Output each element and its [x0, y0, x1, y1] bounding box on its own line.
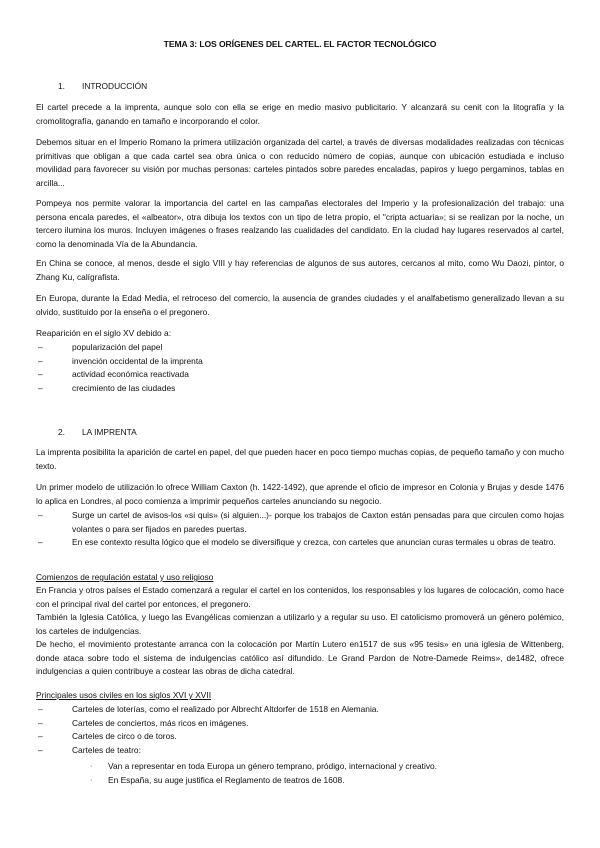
paragraph: El cartel precede a la imprenta, aunque solo con ella se erige en medio masivo publicitario. Y alcanzará su cenit con la litografía y la cromolitografía, ganando en tamaño e incorporando el color.	[36, 102, 564, 126]
paragraph: Un primer modelo de utilización lo ofrece William Caxton (h. 1422-1492), que aprende el oficio de impresor en Colonia y Brujas y desde 1476 lo aplica en Londres, al poco comienza a imprimir pequeños carteles anunciando su negocio.	[36, 482, 564, 506]
page-title: TEMA 3: LOS ORÍGENES DEL CARTEL. EL FACTOR TECNOLÓGICO	[163, 39, 437, 49]
paragraph: También la Iglesia Católica, y luego las Evangélicas comienzan a utilizarlo y a regular su uso. El catolicismo promoverá un género polémico, los carteles de indulgencias.	[36, 612, 564, 636]
dash-bullet-icon: –	[38, 731, 43, 742]
section-number: 2.	[58, 427, 65, 437]
section-title: INTRODUCCIÓN	[82, 81, 148, 91]
dash-bullet-icon: –	[38, 704, 43, 714]
dot-bullet-icon: ·	[90, 776, 93, 784]
list-item: – crecimiento de las ciudades	[36, 382, 564, 396]
section-heading-introduccion	[58, 80, 147, 94]
paragraph: De hecho, el movimiento protestante arranca con la colocación por Martín Lutero en1517 de sus «95 tesis» en una iglesia de Wittenberg, donde ataca sobre todo el sistema de indulgencias católico así difundido. Le Grand Pardon de Notre-Damede Reims», de1482, ofrece indulgencias a quien contribuye a costear las obras de dicha catedral.	[36, 639, 564, 677]
paragraph: Pompeya nos permite valorar la importancia del cartel en las campañas electorales del Imperio y la profesionalización del trabajo: una persona encala paredes, el «albeator», otra dibuja los textos con un tipo de letra propio, el "cripta actuaria»; si se realizan por la noche, un tercero ilumina los muros. Incluyen imágenes o frases realzando las cualidades del candidato. En la ciudad hay lugares reservados al cartel, como la denominada Vía de la Abundancia.	[36, 198, 564, 249]
reaparicion-list	[36, 341, 564, 395]
dash-bullet-icon: –	[38, 369, 43, 380]
sub-list-item: · En España, su auge justifica el Reglamento de teatros de 1608.	[36, 774, 564, 788]
dash-bullet-icon: –	[38, 355, 43, 366]
usos-list	[36, 703, 564, 757]
list-item: – actividad económica reactivada	[36, 368, 564, 382]
dash-bullet-icon: –	[38, 382, 43, 393]
paragraph: En Europa, durante la Edad Media, el retroceso del comercio, la ausencia de grandes ciudades y el analfabetismo generalizado llevan a su olvido, sustituido por la enseña o el pregonero.	[36, 293, 564, 317]
sub-list-item: · Van a representar en toda Europa un género temprano, pródigo, internacional y creativo.	[36, 760, 564, 774]
list-item: – En ese contexto resulta lógico que el modelo se diversifique y crezca, con carteles que anuncian curas termales u obras de teatro.	[36, 536, 564, 550]
paragraph: En Francia y otros países el Estado comenzará a regular el cartel en los contenidos, los responsables y los lugares de colocación, como hace con el principal rival del cartel por entonces, el pregonero.	[36, 585, 564, 609]
list-item: – Surge un cartel de avisos-los «si quis» (si alguien...)- porque los trabajos de Caxton están pensadas para que circulen como hojas volantes o para ser fijados en paredes puertas.	[38, 510, 564, 534]
dash-bullet-icon: –	[38, 342, 43, 352]
subsection-heading-usos: Principales usos civiles en los siglos XVI y XVII	[36, 690, 212, 700]
teatro-sublist	[36, 760, 564, 787]
dash-bullet-icon: –	[38, 537, 43, 548]
paragraph: En China se conoce, al menos, desde el siglo VIII y hay referencias de algunos de sus autores, cercanos al mito, como Wu Daozi, pintor, o Zhang Ku, calígrafista.	[36, 258, 564, 282]
imprenta-list	[36, 509, 564, 550]
list-item: – invención occidental de la imprenta	[36, 355, 564, 369]
list-item: – Carteles de circo o de toros.	[36, 730, 564, 744]
list-intro: Reaparición en el siglo XV debido a:	[36, 328, 172, 338]
dot-bullet-icon: ·	[90, 763, 93, 770]
paragraph: Debemos situar en el Imperio Romano la primera utilización organizada del cartel, a través de diversas modalidades realizadas con técnicas primitivas que obligan a que cada cartel sea obra única o con reducido número de copias, aunque con ubicación estudiada e incluso movilidad para favorecer su visión por muchas personas: carteles pintados sobre paredes encaladas, papiros y luego pergaminos, tablas en arcilla...	[36, 137, 564, 188]
list-item: – Carteles de loterías, como el realizado por Albrecht Altdorfer de 1518 en Alemania.	[36, 703, 564, 717]
section-title: LA IMPRENTA	[82, 427, 137, 437]
list-item: – Carteles de conciertos, más ricos en imágenes.	[36, 717, 564, 731]
dash-bullet-icon: –	[38, 717, 43, 728]
section-number: 1.	[58, 81, 65, 91]
subsection-heading-regulacion: Comienzos de regulación estatal y uso religioso	[36, 572, 214, 582]
list-item: – Carteles de teatro:	[36, 744, 564, 758]
list-item: – popularización del papel	[36, 341, 564, 355]
dash-bullet-icon: –	[38, 510, 43, 520]
dash-bullet-icon: –	[38, 744, 43, 755]
section-heading-imprenta	[58, 426, 137, 440]
paragraph: La imprenta posibilita la aparición de cartel en papel, del que pueden hacer en poco tiempo muchas copias, de pequeño tamaño y con mucho texto.	[36, 447, 564, 471]
